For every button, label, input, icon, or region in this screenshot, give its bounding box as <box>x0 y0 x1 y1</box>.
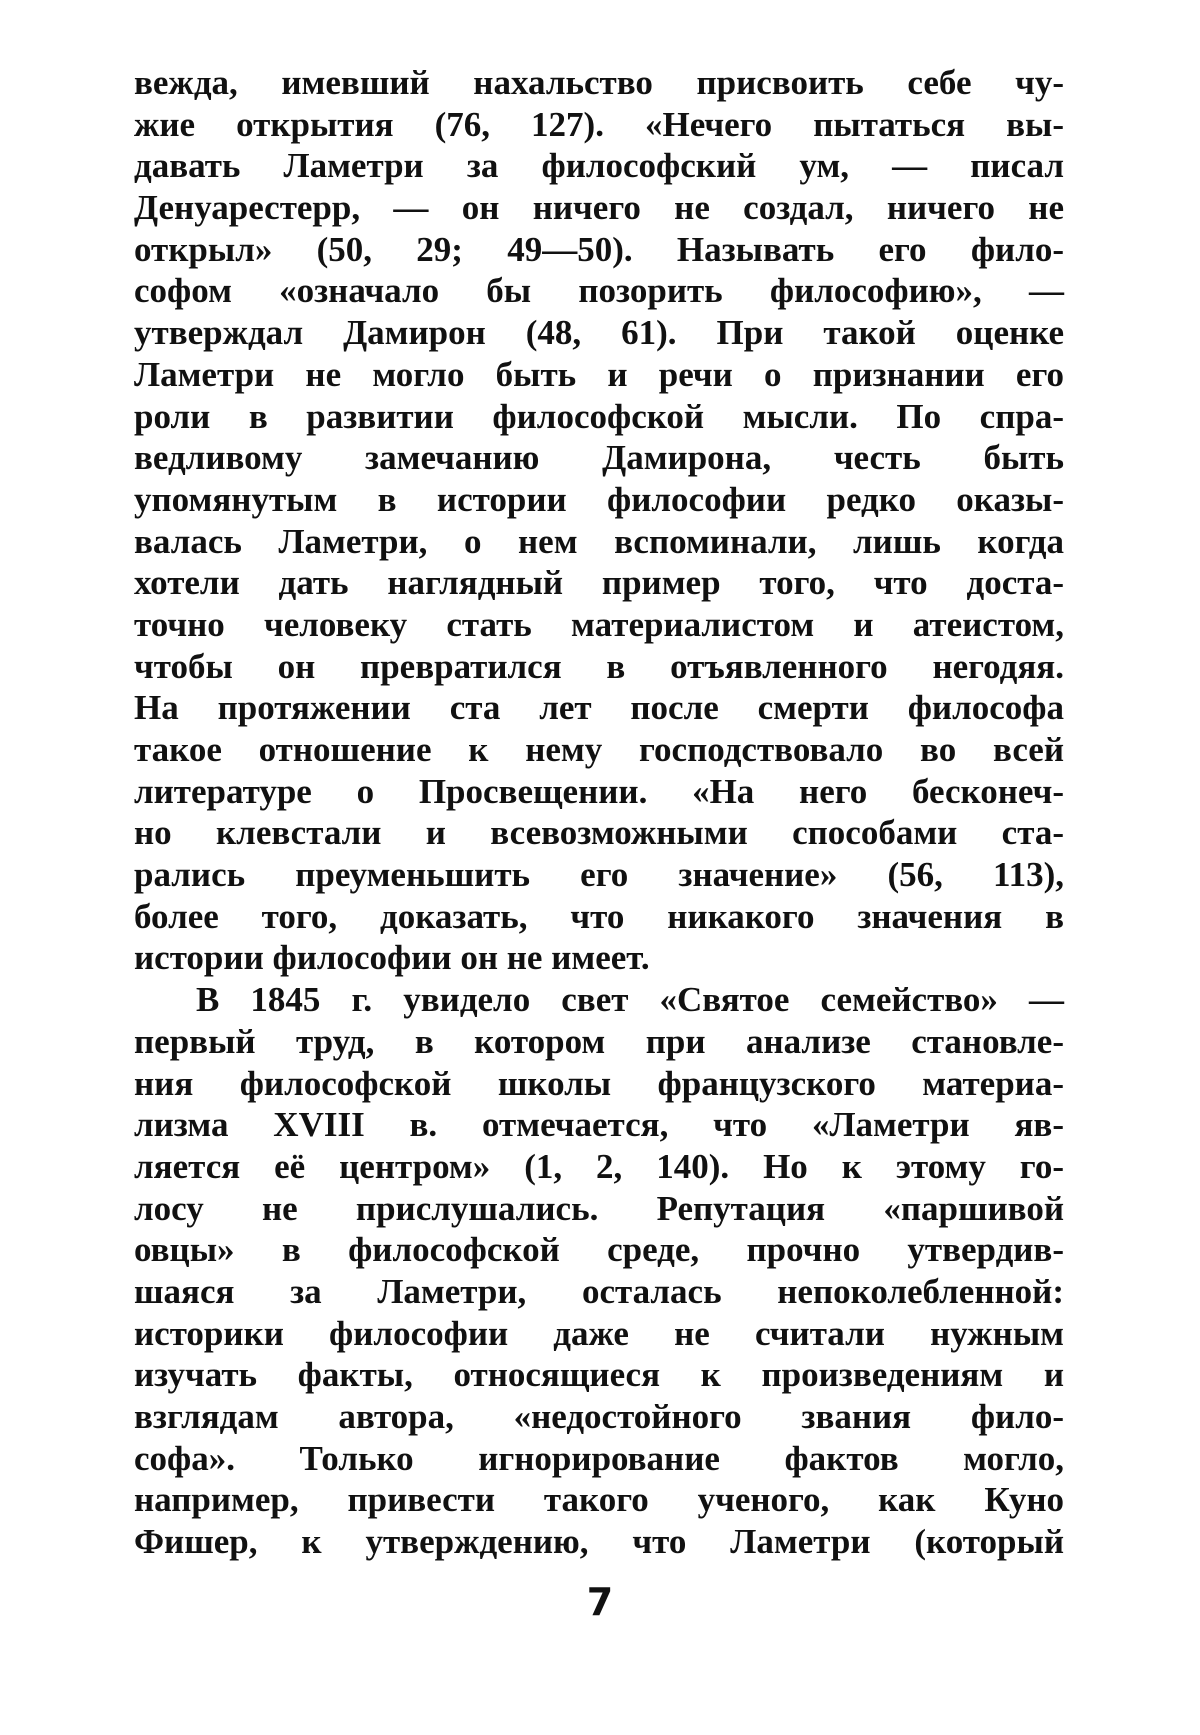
text-line: например, привести такого ученого, как Куно <box>134 1480 1064 1520</box>
text-line: взглядам автора, «недостойного звания фило- <box>134 1397 1064 1436</box>
text-line: шаяся за Ламетри, осталась непоколебленной: <box>134 1271 1064 1311</box>
text-line: ния философской школы французского материа- <box>134 1063 1064 1103</box>
text-line: чтобы он превратился в отъявленного негодяя. <box>134 646 1064 686</box>
text-line: открыл» (50, 29; 49—50). Называть его фило- <box>134 229 1064 269</box>
text-line: упомянутым в истории философии редко оказы- <box>134 479 1064 519</box>
text-line: историки философии даже не считали нужным <box>134 1313 1064 1353</box>
text-line: точно человеку стать материалистом и атеистом, <box>134 604 1064 644</box>
text-line: На протяжении ста лет после смерти философа <box>134 688 1064 728</box>
text-line: софом «означало бы позорить философию», — <box>134 271 1064 311</box>
text-line: Фишер, к утверждению, что Ламетри (который <box>134 1522 1064 1562</box>
text-line: Ламетри не могло быть и речи о признании его <box>134 354 1064 394</box>
text-line: утверждал Дамирон (48, 61). При такой оценке <box>134 313 1064 353</box>
text-line: более того, доказать, что никакого значения в <box>134 896 1064 936</box>
text-line: но клевстали и всевозможными способами ста- <box>134 813 1064 853</box>
text-line: овцы» в философской среде, прочно утвердив- <box>134 1230 1064 1270</box>
text-line: софа». Только игнорирование фактов могло, <box>134 1438 1064 1478</box>
text-line: давать Ламетри за философский ум, — писал <box>134 146 1064 186</box>
text-line: лосу не прислушались. Репутация «паршивой <box>134 1188 1064 1228</box>
body-text <box>134 62 1064 1563</box>
text-line: хотели дать наглядный пример того, что доста- <box>134 563 1064 603</box>
text-line: Денуарестерр, — он ничего не создал, ничего не <box>134 188 1064 228</box>
text-line: ляется её центром» (1, 2, 140). Но к этому го- <box>134 1146 1064 1186</box>
text-line: жие открытия (76, 127). «Нечего пытаться вы- <box>134 104 1064 144</box>
text-line: роли в развитии философской мысли. По спра- <box>134 396 1064 436</box>
text-line: валась Ламетри, о нем вспоминали, лишь когда <box>134 521 1064 561</box>
text-line: лизма XVIII в. отмечается, что «Ламетри яв- <box>134 1105 1064 1145</box>
text-line: ведливому замечанию Дамирона, честь быть <box>134 438 1064 478</box>
text-line: первый труд, в котором при анализе становле- <box>134 1021 1064 1061</box>
text-line: рались преуменьшить его значение» (56, 113), <box>134 855 1064 895</box>
paragraph-start-line: В 1845 г. увидело свет «Святое семейство» — <box>196 980 1064 1020</box>
page-number: 7 <box>586 1580 614 1624</box>
text-line: изучать факты, относящиеся к произведениям и <box>134 1355 1064 1395</box>
text-line: литературе о Просвещении. «На него бесконеч- <box>134 771 1064 811</box>
paragraph-end-line: истории философии он не имеет. <box>134 938 650 978</box>
text-line: вежда, имевший нахальство присвоить себе чу- <box>134 63 1064 102</box>
text-line: такое отношение к нему господствовало во всей <box>134 730 1064 769</box>
